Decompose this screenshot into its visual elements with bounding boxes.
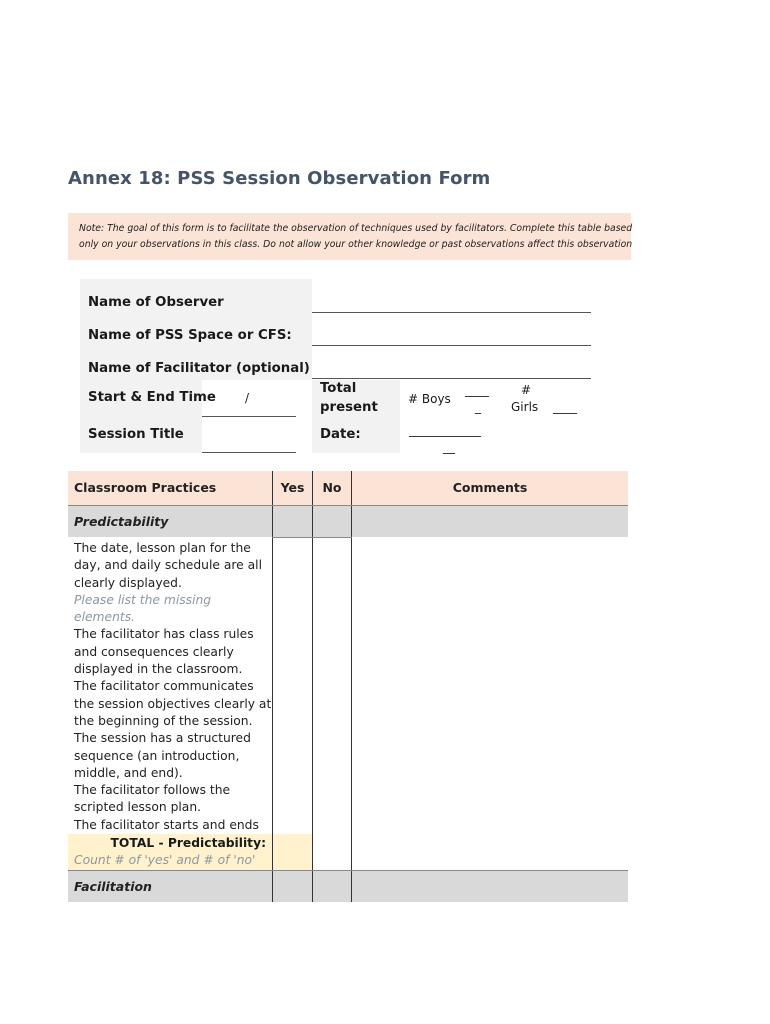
- observer-label: Name of Observer: [88, 295, 224, 310]
- note-line-1: Note: The goal of this form is to facilitate the observation of techniques used by facilitators. Complete this table based: [79, 223, 633, 234]
- practice-hint: Please list the missing elements.: [74, 592, 212, 625]
- practices-list: [74, 540, 274, 851]
- practice-item: The facilitator follows the scripted lesson plan.: [74, 783, 231, 815]
- practice-item: The session has a structured sequence (an introduction, middle, and end).: [74, 731, 251, 780]
- girls-blank[interactable]: ____: [553, 400, 577, 414]
- space-field[interactable]: [312, 345, 591, 346]
- space-label: Name of PSS Space or CFS:: [88, 328, 292, 343]
- header-yes: Yes: [280, 480, 305, 495]
- facilitator-field[interactable]: [312, 378, 591, 379]
- grid-line: [272, 537, 352, 538]
- practice-item: The facilitator communicates the session objectives clearly at the beginning of the session.: [74, 679, 272, 728]
- header-practices: Classroom Practices: [74, 480, 217, 495]
- girls-label-2: Girls: [511, 400, 539, 414]
- section-facilitation-label: Facilitation: [74, 879, 152, 894]
- session-title-label: Session Title: [88, 427, 184, 442]
- facilitator-label: Name of Facilitator (optional): [88, 361, 310, 376]
- time-label: Start & End Time: [88, 390, 216, 405]
- practice-item: The date, lesson plan for the day, and daily schedule are all clearly displayed.: [74, 541, 263, 590]
- time-separator: /: [245, 391, 250, 405]
- comments-cell[interactable]: [353, 539, 627, 832]
- total-label-2: present: [320, 400, 378, 415]
- session-title-field[interactable]: [202, 452, 296, 453]
- grid-line: [68, 870, 628, 871]
- no-answer-cell[interactable]: [314, 539, 350, 832]
- header-no: No: [322, 480, 342, 495]
- time-field[interactable]: [202, 416, 296, 417]
- practice-item: The facilitator starts and ends: [74, 817, 259, 832]
- total-hint: Count # of 'yes' and # of 'no': [74, 853, 256, 867]
- boys-blank-1[interactable]: ____: [465, 383, 489, 397]
- page-title: Annex 18: PSS Session Observation Form: [68, 168, 491, 189]
- date-label: Date:: [320, 427, 361, 442]
- total-label-1: Total: [320, 381, 357, 396]
- section-predictability-label: Predictability: [74, 514, 169, 529]
- practice-item: The facilitator has class rules and consequences clearly displayed in the classroom.: [74, 627, 254, 677]
- observer-field[interactable]: [312, 312, 591, 313]
- note-line-2: only on your observations in this class. Do not allow your other knowledge or past observations affect this observation: [79, 239, 633, 250]
- header-comments: Comments: [452, 480, 528, 495]
- boys-label: # Boys: [408, 392, 451, 406]
- total-label: TOTAL - Predictability:: [110, 836, 266, 850]
- grid-line: [272, 471, 273, 902]
- section-row-facilitation: [68, 870, 628, 902]
- boys-blank-2[interactable]: _: [475, 400, 481, 414]
- grid-line: [351, 471, 352, 902]
- date-blank-2[interactable]: __: [443, 440, 455, 454]
- date-blank-1[interactable]: ____________: [409, 423, 481, 437]
- table-header: [68, 471, 628, 505]
- girls-label-1: #: [521, 383, 532, 397]
- grid-line: [312, 471, 313, 902]
- yes-answer-cell[interactable]: [274, 539, 311, 832]
- instruction-note: [68, 213, 631, 260]
- grid-line: [68, 505, 628, 506]
